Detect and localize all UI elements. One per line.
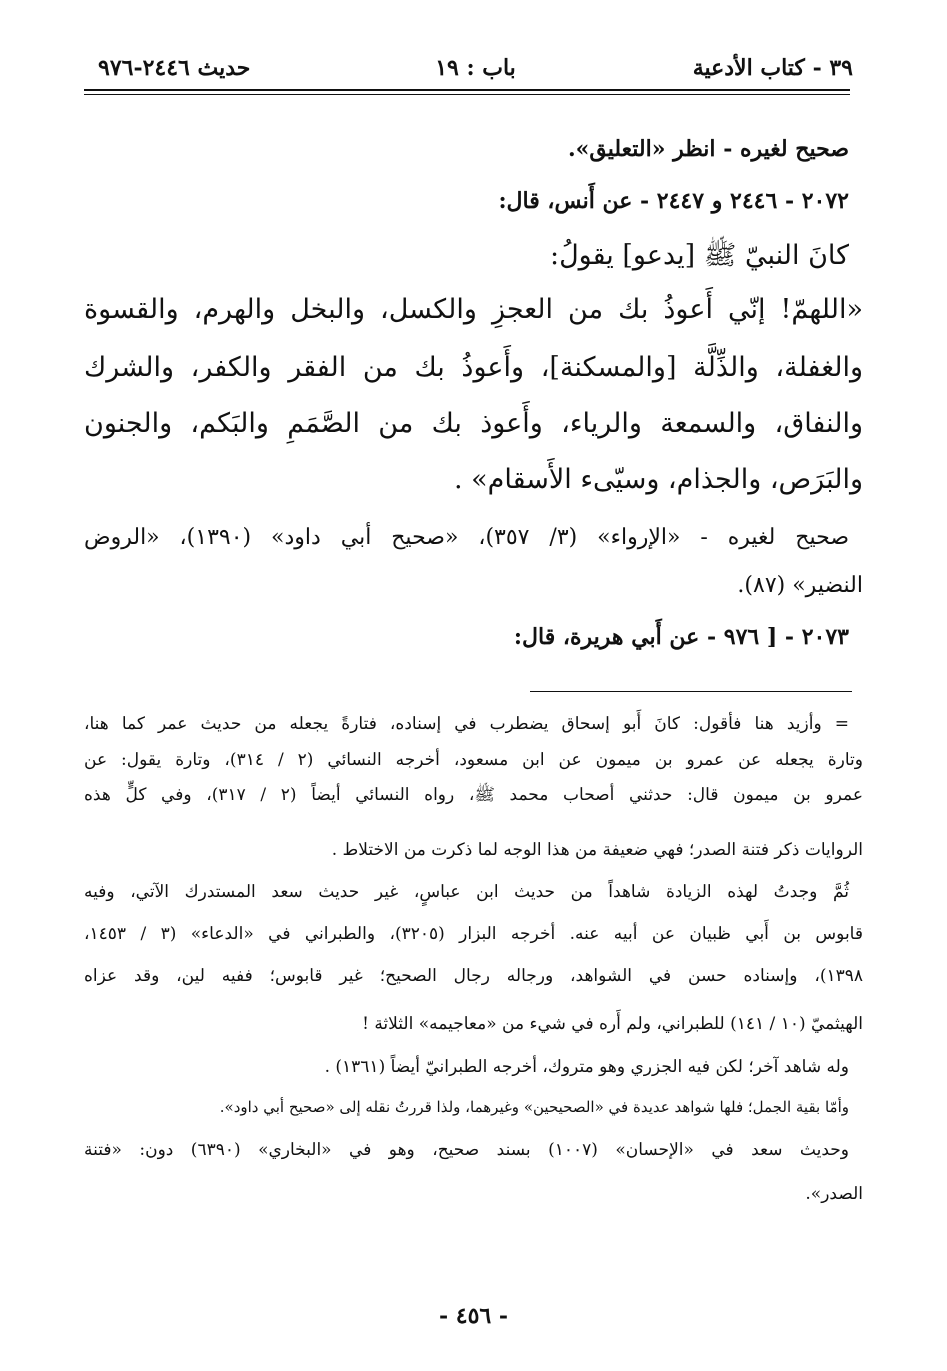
header-rule (84, 89, 850, 91)
hadith-text-line: والنفاق، والسمعة والرياء، وأَعوذ بك من الصَّمَمِ والبَكم، والجنون (84, 408, 863, 439)
footnote-line: وحديث سعد في «الإحسان» (١٠٠٧) بسند صحيح، وهو في «البخاري» (٦٣٩٠) دون: «فتنة (84, 1140, 849, 1160)
grading-line: صحيح لغيره - انظر «التعليق». (567, 136, 849, 162)
footnote-line: وله شاهد آخر؛ لكن فيه الجزري وهو متروك، أخرجه الطبرانيّ أيضاً (١٣٦١) . (324, 1057, 849, 1077)
footnote-line: عمرو بن ميمون قال: حدثني أصحاب محمد ﷺ، رواه النسائي أيضاً (٢ / ٣١٧)، وفي كلٍّ هذه (84, 785, 863, 805)
chapter-title: ٣٩ - كتاب الأدعية (692, 55, 853, 81)
grading-line: صحيح لغيره - «الإرواء» (٣/ ٣٥٧)، «صحيح أبي داود» (١٣٩٠)، «الروض (84, 525, 849, 550)
header-rule-thin (84, 94, 850, 95)
hadith-heading: ٢٠٧٢ - ٢٤٤٦ و ٢٤٤٧ - عن أَنس، قال: (498, 188, 849, 214)
footnote-line: ثُمَّ وجدتُ لهذه الزيادة شاهداً من حديث ابن عباسٍ، غير حديث سعد المستدرك الآتي، وفيه (84, 882, 849, 902)
page-number: - ٤٥٦ - (438, 1303, 509, 1329)
footnote-line: وتارة يجعله عن عمرو بن ميمون عن ابن مسعود، أخرجه النسائي (٢ / ٣١٤)، وتارة يقول: عن (84, 750, 863, 770)
hadith-range: حديث ٢٤٤٦-٩٧٦ (98, 55, 251, 81)
grading-line: النضير» (٨٧). (737, 573, 863, 598)
footnote-line: الهيثميّ (١٠ / ١٤١) للطبراني، ولم أَره في شيء من «معاجيمه» الثلاثة ! (362, 1014, 863, 1034)
footnote-line: ١٣٩٨)، وإسناده حسن في الشواهد، ورجاله رجال الصحيح؛ غير قابوس؛ ففيه لين، وقد عزاه (84, 966, 863, 986)
footnote-line: وأمّا بقية الجمل؛ فلها شواهد عديدة في «الصحيحين» وغيرهما، ولذا قررتُ نقله إلى «صحيح أبي داود». (219, 1098, 849, 1116)
hadith-text-line: والغفلة، والذِّلَّة [والمسكنة]، وأَعوذُ بك من الفقر والكفر، والشرك (84, 352, 863, 383)
hadith-intro: كانَ النبيّ ﷺ [يدعو] يقولُ: (549, 240, 849, 271)
hadith-text-line: «اللهمّ! إنّي أَعوذُ بك من العجزِ والكسل، والبخل والهرم، والقسوة (84, 294, 863, 325)
footnote-line: الصدر». (805, 1184, 863, 1204)
footnote-separator (530, 691, 852, 692)
hadith-text-line: والبَرَص، والجذام، وسيّىء الأَسقام» . (453, 464, 863, 495)
footnote-line: الروايات ذكر فتنة الصدر؛ فهي ضعيفة من هذا الوجه لما ذكرت من الاختلاط . (331, 840, 863, 860)
footnote-line: = وأزيد هنا فأقول: كانَ أَبو إسحاق يضطرب في إسناده، فتارةً يجعله من حديث عمر كما هنا، (84, 714, 849, 734)
footnote-line: قابوس بن أَبي ظبيان عن أبيه عنه. أخرجه البزار (٣٢٠٥)، والطبراني في «الدعاء» (٣ / ١٤٥٣، (84, 924, 863, 944)
section-number: باب : ١٩ (435, 55, 516, 81)
hadith-heading: ٢٠٧٣ - [ ٩٧٦ - عن أَبي هريرة، قال: (513, 624, 849, 650)
